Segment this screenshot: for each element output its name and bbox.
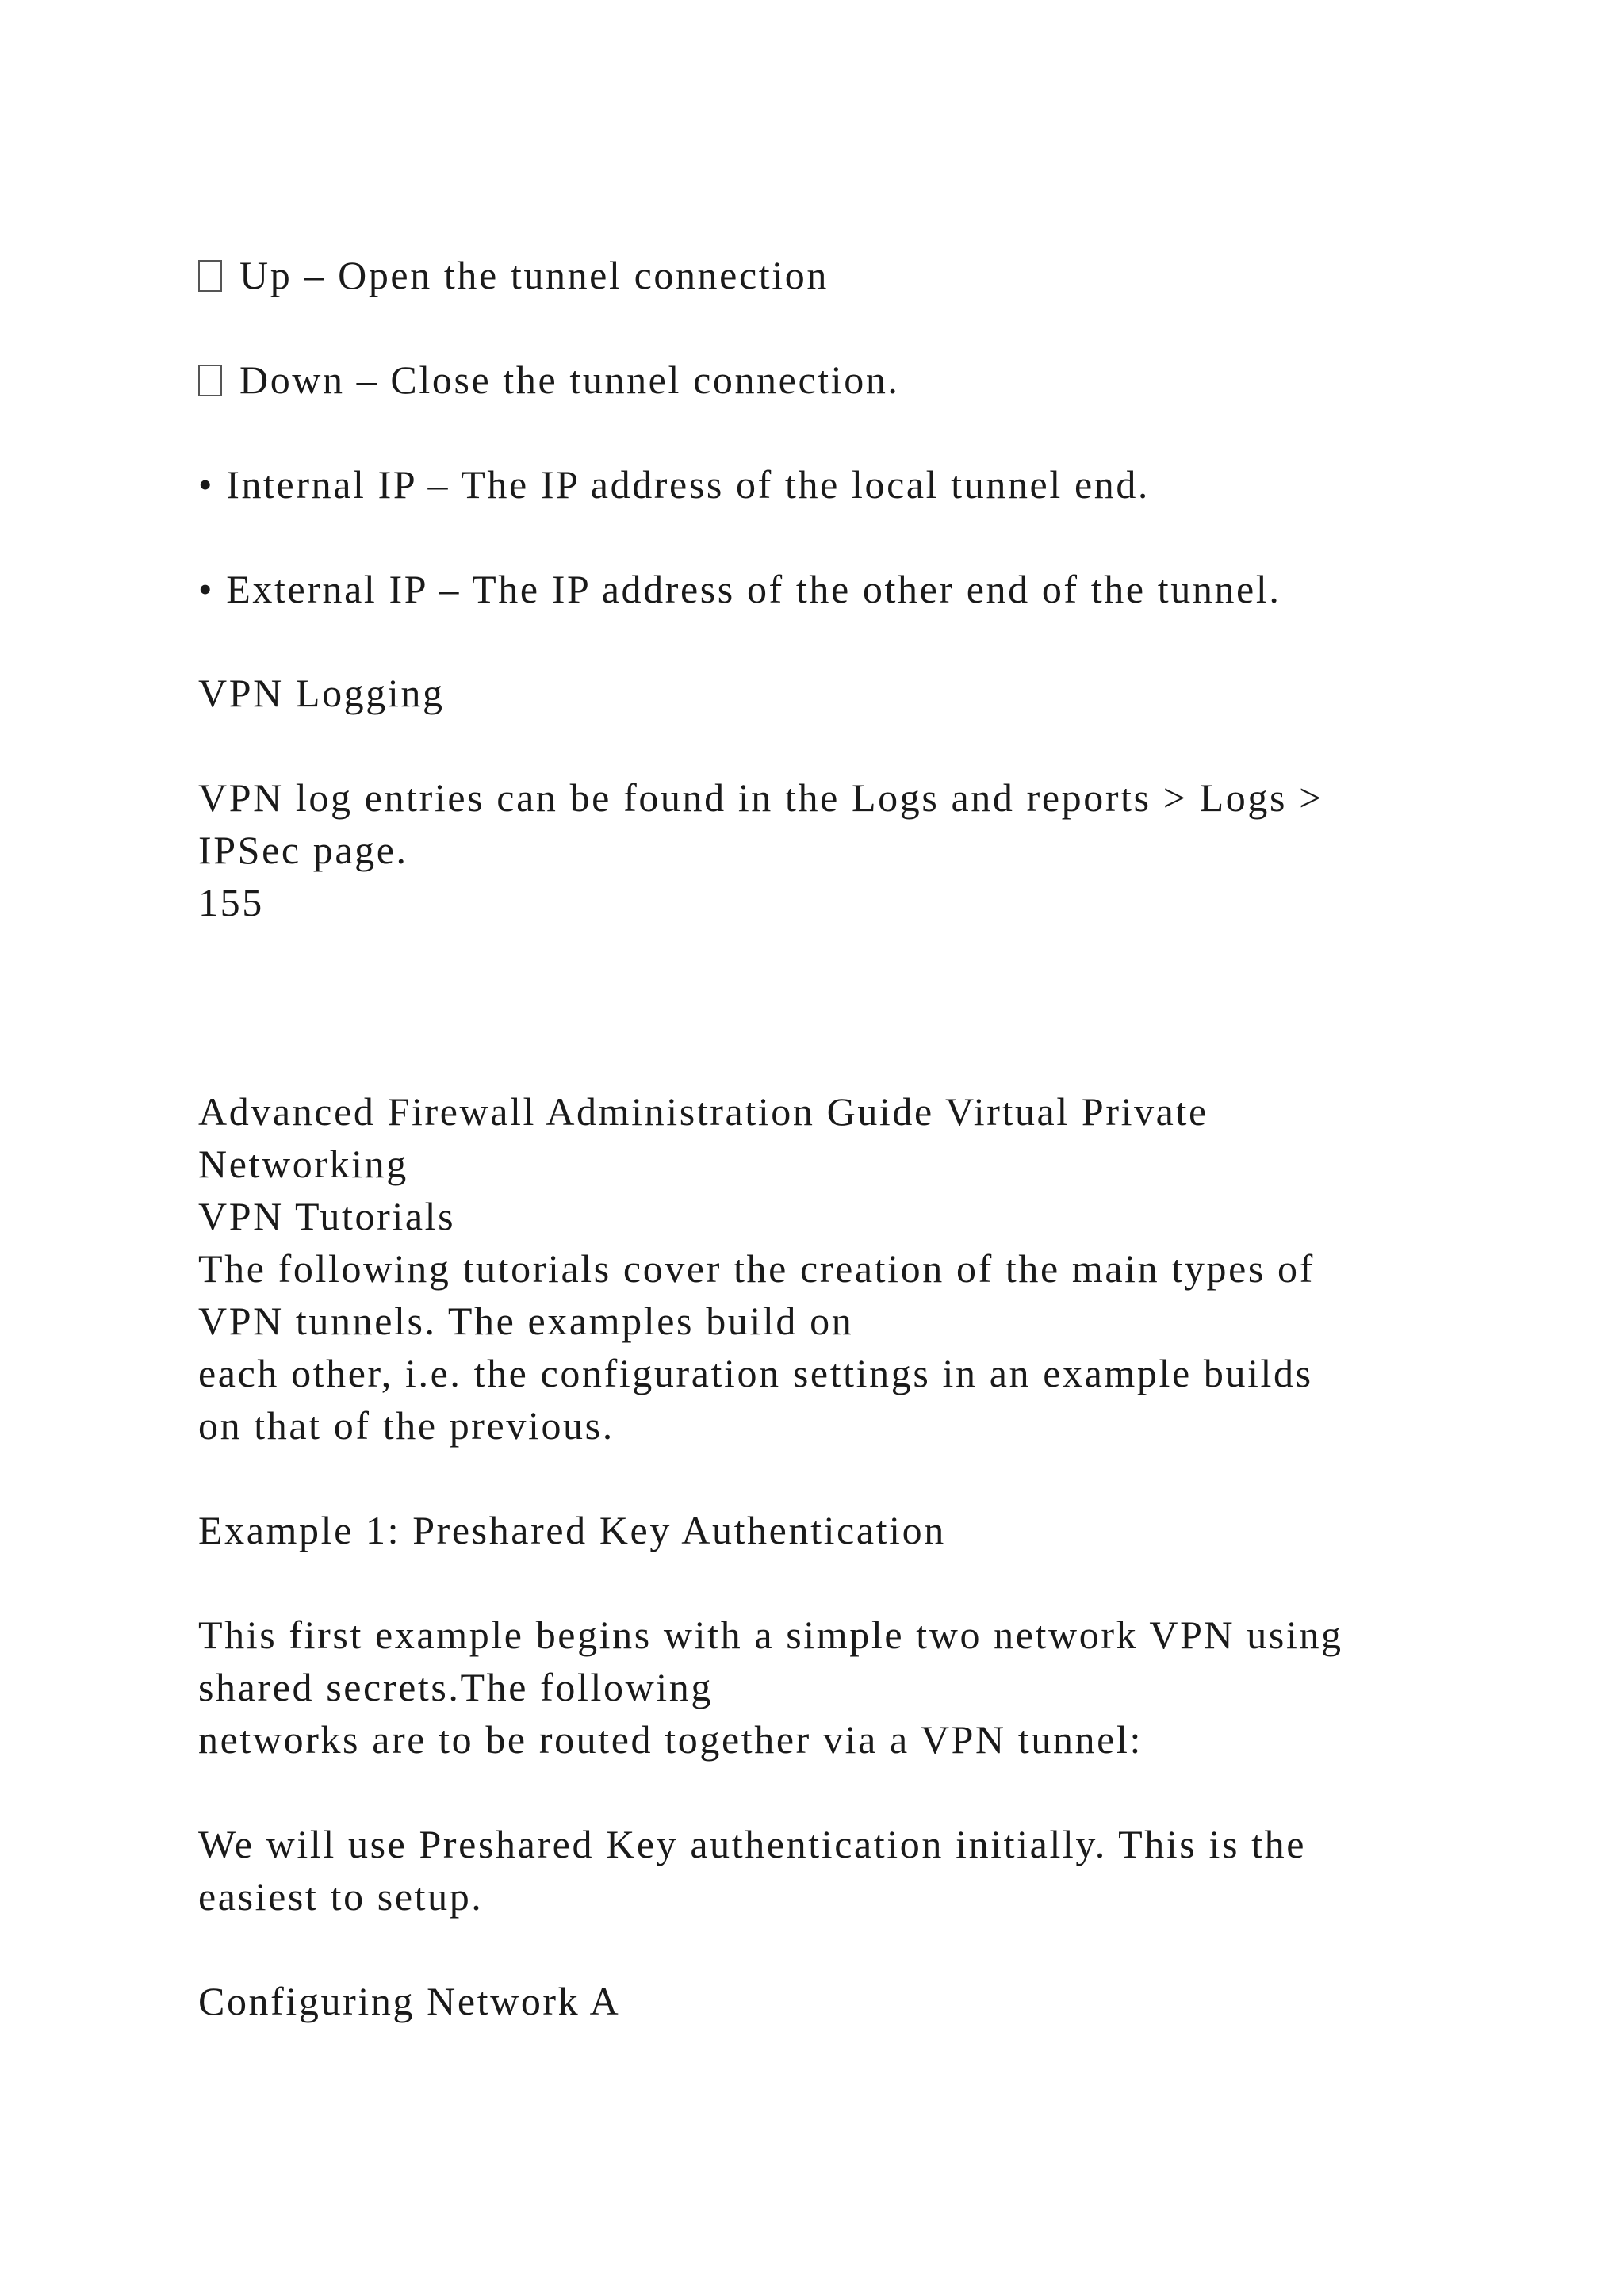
paragraph-line: IPSec page. xyxy=(198,828,408,872)
paragraph-line: each other, i.e. the configuration settings in an example builds xyxy=(198,1351,1313,1395)
page-number: 155 xyxy=(198,880,264,924)
bullet-down-text: Down – Close the tunnel connection. xyxy=(239,358,900,402)
guide-title-line: Networking xyxy=(198,1142,408,1186)
heading-vpn-tutorials: VPN Tutorials xyxy=(198,1194,456,1238)
heading-configuring-network-a: Configuring Network A xyxy=(198,1979,621,2023)
paragraph-line: The following tutorials cover the creation of the main types of xyxy=(198,1246,1315,1291)
paragraph-line: VPN tunnels. The examples build on xyxy=(198,1299,854,1343)
paragraph-line: easiest to setup. xyxy=(198,1874,484,1919)
bullet-up-text: Up – Open the tunnel connection xyxy=(239,253,829,297)
missing-glyph-icon xyxy=(198,365,222,396)
paragraph-line: VPN log entries can be found in the Logs and reports > Logs > xyxy=(198,775,1323,820)
missing-glyph-icon xyxy=(198,260,222,292)
bullet-up xyxy=(198,249,829,301)
bullet-down xyxy=(198,354,900,406)
paragraph-line: We will use Preshared Key authentication initially. This is the xyxy=(198,1822,1307,1866)
paragraph-line: networks are to be routed together via a VPN tunnel: xyxy=(198,1717,1143,1762)
bullet-external-ip: • External IP – The IP address of the other end of the tunnel. xyxy=(198,567,1281,611)
paragraph-line: shared secrets.The following xyxy=(198,1665,713,1709)
bullet-internal-ip: • Internal IP – The IP address of the local tunnel end. xyxy=(198,462,1151,507)
heading-example-1: Example 1: Preshared Key Authentication xyxy=(198,1508,946,1552)
paragraph-line: This first example begins with a simple two network VPN using xyxy=(198,1613,1343,1657)
guide-title-line: Advanced Firewall Administration Guide Virtual Private xyxy=(198,1089,1208,1134)
heading-vpn-logging: VPN Logging xyxy=(198,671,445,715)
paragraph-line: on that of the previous. xyxy=(198,1403,615,1448)
